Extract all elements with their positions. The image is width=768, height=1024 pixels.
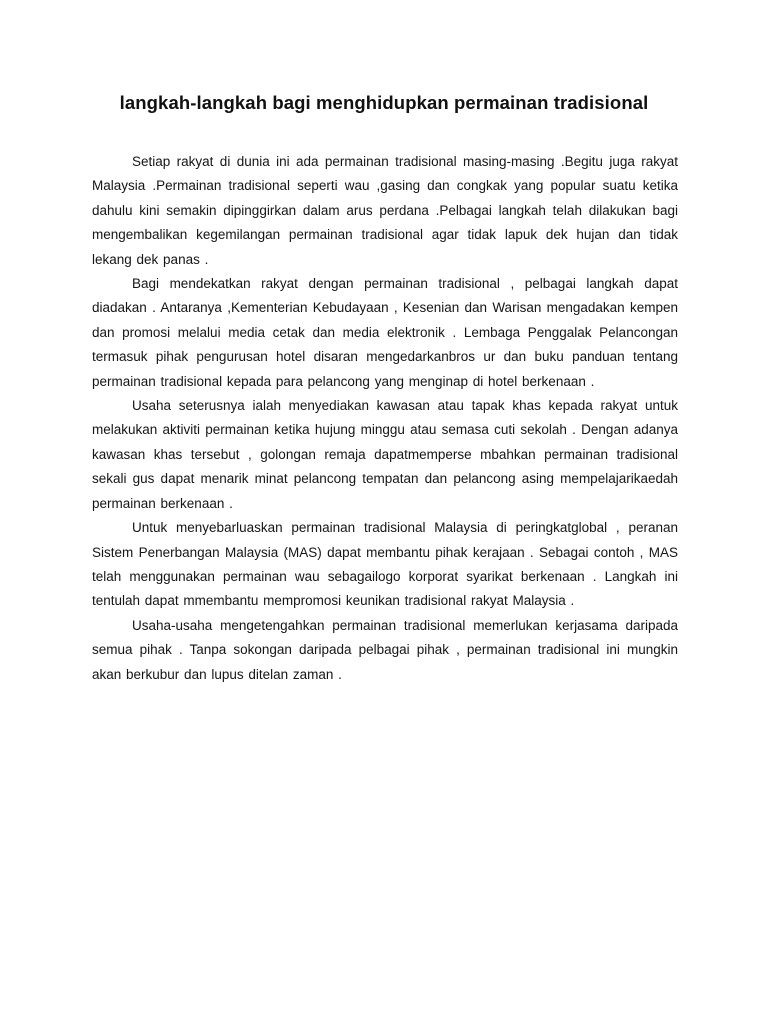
document-body (92, 150, 678, 687)
document-title: langkah-langkah bagi menghidupkan permainan tradisional (119, 92, 649, 113)
paragraph-2: Bagi mendekatkan rakyat dengan permainan tradisional , pelbagai langkah dapat diadakan . Antaranya ,Kementerian Kebudayaan , Kesenian dan Warisan mengadakan kempen dan promosi melalui media cetak dan media elektronik . Lembaga Penggalak Pelancongan termasuk pihak pengurusan hotel disaran mengedarkanbros ur dan buku panduan tentang permainan tradisional kepada para pelancong yang menginap di hotel berkenaan . (92, 276, 678, 389)
paragraph-3: Usaha seterusnya ialah menyediakan kawasan atau tapak khas kepada rakyat untuk melakukan aktiviti permainan ketika hujung minggu atau semasa cuti sekolah . Dengan adanya kawasan khas tersebut , golongan remaja dapatmemperse mbahkan permainan tradisional sekali gus dapat menarik minat pelancong tempatan dan pelancong asing mempelajarikaedah permainan berkenaan . (92, 398, 678, 511)
paragraph-4: Untuk menyebarluaskan permainan tradisional Malaysia di peringkatglobal , peranan Sistem Penerbangan Malaysia (MAS) dapat membantu pihak kerajaan . Sebagai contoh , MAS telah menggunakan permainan wau sebagailogo korporat syarikat berkenaan . Langkah ini tentulah dapat mmembantu mempromosi keunikan tradisional rakyat Malaysia . (92, 520, 678, 609)
paragraph-5: Usaha-usaha mengetengahkan permainan tradisional memerlukan kerjasama daripada semua pihak . Tanpa sokongan daripada pelbagai pihak , permainan tradisional ini mungkin akan berkubur dan lupus ditelan zaman . (92, 617, 678, 682)
paragraph-1: Setiap rakyat di dunia ini ada permainan tradisional masing-masing .Begitu juga rakyat Malaysia .Permainan tradisional seperti wau ,gasing dan congkak yang popular suatu ketika dahulu kini semakin dipinggirkan dalam arus perdana .Pelbagai langkah telah dilakukan bagi mengembalikan kegemilangan permainan tradisional agar tidak lapuk dek hujan dan tidak lekang dek panas . (92, 154, 678, 267)
